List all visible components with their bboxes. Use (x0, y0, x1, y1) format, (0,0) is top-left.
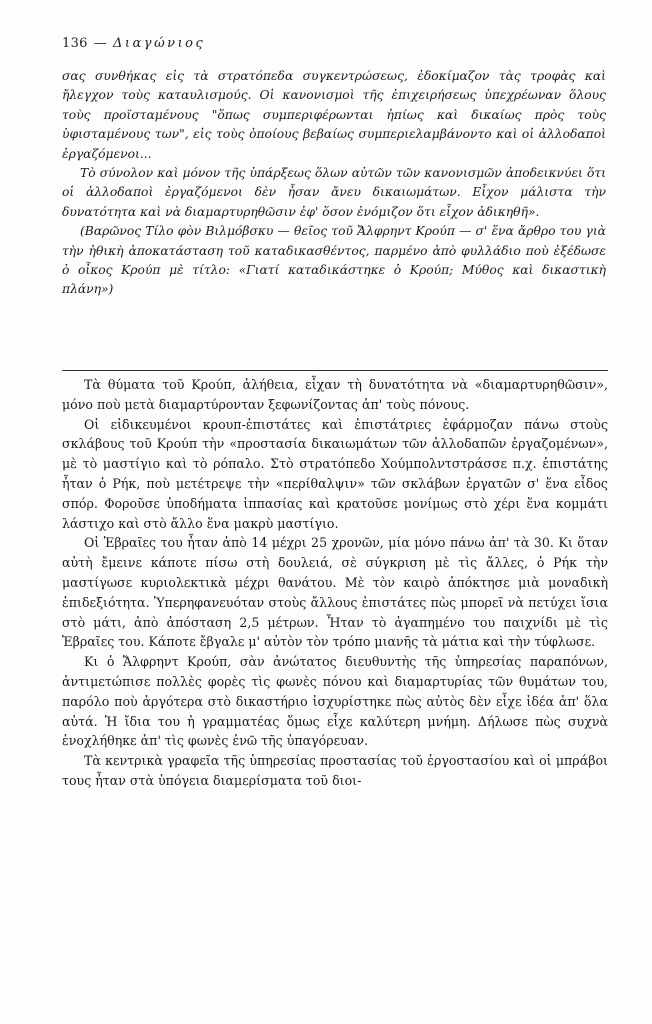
book-title: Διαγώνιος (113, 36, 206, 51)
running-header (62, 36, 205, 51)
header-separator: — (93, 36, 108, 51)
body-paragraph: Οἱ εἰδικευμένοι κρουπ-ἐπιστάτες καὶ ἐπιστάτριες ἐφάρμοζαν πάνω στοὺς σκλάβους τοῦ Κρούπ τὴν «προστασία δικαιωμάτων τῶν ἀλλοδαπῶν ἐργαζομένων», μὲ τὸ μαστίγιο καὶ τὸ ρόπαλο. Στὸ στρατόπεδο Χούμπολντστράσσε π.χ. ἐπιστάτης ἦταν ὁ Ρήκ, ποὺ μετέτρεψε τὴν «περίθαλψιν» τῶν σκλάβων ἐργατῶν σ' ἕνα εἶδος σπόρ. Φοροῦσε ὑποδήματα ἱππασίας καὶ κρατοῦσε μονίμως στὸ χέρι ἕνα κομμάτι λάστιχο καὶ στὸ ἄλλο ἕνα μακρὺ μαστίγιο. (62, 416, 608, 531)
quote-paragraph: Τὸ σύνολον καὶ μόνον τῆς ὑπάρξεως ὅλων αὐτῶν τῶν κανονισμῶν ἀποδεικνύει ὅτι οἱ ἀλλοδαποὶ ἐργαζόμενοι δὲν ἦσαν ἄνευ δικαιωμάτων. Εἶχον μάλιστα τὴν δυνατότητα καὶ νὰ διαμαρτυρηθῶσιν ἐφ' ὅσον ἐνόμιζον ὅτι εἶχον ἀδικηθῆ». (62, 166, 606, 219)
page-number: 136 (62, 36, 88, 51)
section-divider (62, 370, 608, 371)
body-paragraph: Τὰ κεντρικὰ γραφεῖα τῆς ὑπηρεσίας προστασίας τοῦ ἐργοστασίου καὶ οἱ μπράβοι τους ἦταν στὰ ὑπόγεια διαμερίσματα τοῦ διοι- (62, 753, 608, 788)
quote-citation: (Βαρῶνος Τίλο φὸν Βιλμόβσκυ — θεῖος τοῦ Ἄλφρηντ Κρούπ — σ' ἕνα ἄρθρο του γιὰ τὴν ἠθικὴ ἀποκατάσταση τοῦ καταδικασθέντος, παρμένο ἀπὸ φυλλάδιο ποὺ ἐξέδωσε ὁ οἶκος Κρούπ μὲ τίτλο: «Γιατί καταδικάστηκε ὁ Κρούπ; Μύθος καὶ δικαστικὴ πλάνη») (62, 224, 606, 297)
body-paragraph: Οἱ Ἑβραῖες του ἦταν ἀπὸ 14 μέχρι 25 χρονῶν, μία μόνο πάνω ἀπ' τὰ 30. Κι ὅταν αὐτὴ ἔμεινε κάποτε πίσω στὴ δουλειά, σὲ σύγκριση μὲ τὶς ἄλλες, ὁ Ρήκ τὴν μαστίγωσε κυριολεκτικὰ μέχρι θανάτου. Μὲ τὸν καιρὸ ἀπόκτησε μιὰ μοναδικὴ ἐπιδεξιότητα. Ὑπερηφανευόταν στοὺς ἄλλους ἐπιστάτες πὼς μπορεῖ νὰ πετύχει ἴσια στὸ μάτι, ἀπὸ ἀπόσταση 2,5 μέτρων. Ἦταν τὸ ἀγαπημένο του παιχνίδι μὲ τὶς Ἑβραῖες του. Κάποτε ἔβγαλε μ' αὐτὸν τὸν τρόπο μιανῆς τὰ μάτια καὶ τὴν τύφλωσε. (62, 535, 608, 650)
main-text (62, 375, 608, 791)
body-paragraph: Τὰ θύματα τοῦ Κρούπ, ἀλήθεια, εἶχαν τὴ δυνατότητα νὰ «διαμαρτυρηθῶσιν», μόνο ποὺ μετὰ διαμαρτύρονταν ξεφωνίζοντας ἀπ' τοὺς πόνους. (62, 377, 608, 412)
body-paragraph: Κι ὁ Ἄλφρηντ Κρούπ, σὰν ἀνώτατος διευθυντὴς τῆς ὑπηρεσίας παραπόνων, ἀντιμετώπισε πολλὲς φορὲς τὶς φωνὲς πόνου καὶ διαμαρτυρίας τῶν θυμάτων του, παρόλο ποὺ ἀργότερα στὸ δικαστήριο ἰσχυρίστηκε πὼς αὐτὸς δὲν εἶχε ἰδέα ἀπ' ὅλα αὐτά. Ἡ ἴδια του ἡ γραμματέας ὅμως εἶχε καλύτερη μνήμη. Δήλωσε πὼς συχνὰ ἐνοχλήθηκε ἀπ' τὶς φωνὲς ἐνῶ τῆς ὑπαγόρευαν. (62, 654, 608, 749)
quote-paragraph: σας συνθήκας εἰς τὰ στρατόπεδα συγκεντρώσεως, ἐδοκίμαζον τὰς τροφὰς καὶ ἤλεγχον τοὺς καταυλισμούς. Οἱ κανονισμοὶ τῆς ἐπιχειρήσεως ὑπεχρέωναν ὅλους τοὺς προϊσταμένους "ὅπως συμπεριφέρωνται ἠπίως καὶ δικαίως πρὸς τοὺς ὑφισταμένους των", εἰς τοὺς ὁποίους βεβαίως συμπεριελαμβάνοντο καὶ οἱ ἀλλοδαποὶ ἐργαζόμενοι... (62, 69, 606, 161)
quoted-passage (62, 67, 606, 300)
